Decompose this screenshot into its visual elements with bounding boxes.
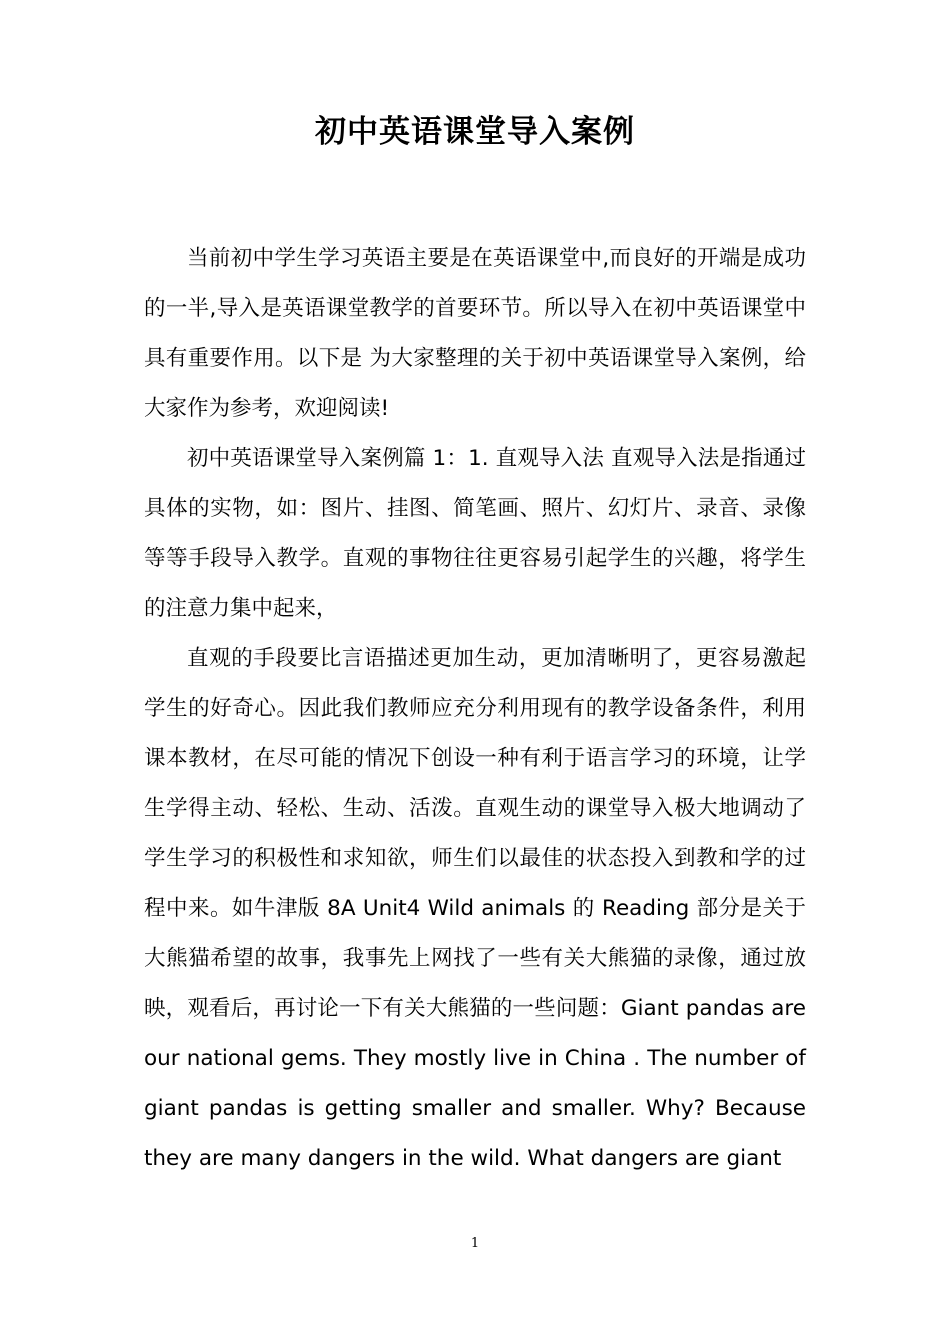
paragraph-direct-means: 直观的手段要比言语描述更加生动，更加清晰明了，更容易激起学生的好奇心。因此我们教师应充分利用现有的教学设备条件，利用课本教材，在尽可能的情况下创设一种有利于语言学习的环境，让学生学得主动、轻松、生动、活泼。直观生动的课堂导入极大地调动了学生学习的积极性和求知欲，师生们以最佳的状态投入到教和学的过程中来。如牛津版 8A Unit4 Wild animals 的 Reading 部分是关于大熊猫希望的故事，我事先上网找了一些有关大熊猫的录像，通过放映，观看后，再讨论一下有关大熊猫的一些问题：Giant pandas are our national gems. They mostly live in China . The number of giant pandas is getting smaller and smaller. Why? Because they are many dangers in the wild. What dangers are giant [144, 646, 806, 1171]
document-body [144, 234, 806, 1184]
paragraph-intro: 当前初中学生学习英语主要是在英语课堂中,而良好的开端是成功的一半,导入是英语课堂教学的首要环节。所以导入在初中英语课堂中具有重要作用。以下是 为大家整理的关于初中英语课堂导入案例，给大家作为参考，欢迎阅读! [144, 246, 806, 421]
document-title: 初中英语课堂导入案例 [315, 114, 635, 150]
paragraph-direct-method: 初中英语课堂导入案例篇 1：1. 直观导入法 直观导入法是指通过具体的实物，如：图片、挂图、简笔画、照片、幻灯片、录音、录像等等手段导入教学。直观的事物往往更容易引起学生的兴趣，将学生的注意力集中起来， [144, 446, 806, 621]
page-number: 1 [470, 1236, 480, 1251]
